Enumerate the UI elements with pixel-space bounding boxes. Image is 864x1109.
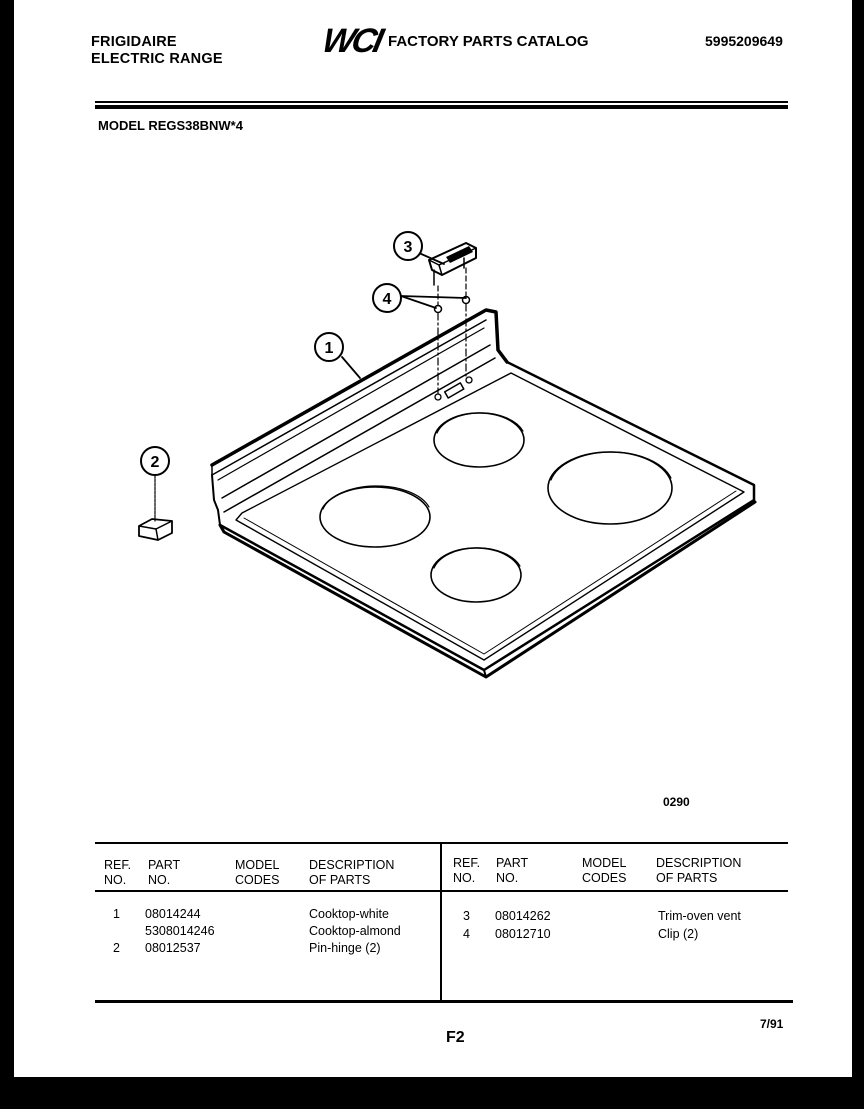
description: Cooktop-almond — [309, 924, 401, 938]
description: Clip (2) — [658, 927, 699, 941]
table-center-divider — [440, 842, 442, 1002]
description: Pin-hinge (2) — [309, 941, 381, 955]
header-rule-thin — [95, 101, 788, 103]
document-number: 5995209649 — [705, 33, 783, 49]
ref-no: 4 — [463, 927, 470, 941]
col-header-ref-no-right: REF. NO. — [453, 856, 481, 885]
page-code: F2 — [446, 1029, 465, 1046]
model-number: MODEL REGS38BNW*4 — [98, 118, 243, 133]
col-header-part-no-right: PART NO. — [496, 856, 529, 885]
wci-logo: WCI — [318, 22, 385, 60]
svg-text:2: 2 — [150, 454, 160, 471]
exploded-parts-diagram — [14, 140, 852, 700]
revision-date: 7/91 — [760, 1017, 784, 1031]
col-header-model-codes-right: MODEL CODES — [582, 856, 627, 885]
callout-1 — [315, 333, 360, 378]
ref-no: 1 — [113, 907, 120, 921]
col-header-description: DESCRIPTION OF PARTS — [309, 858, 395, 887]
svg-text:1: 1 — [324, 340, 334, 357]
trim-oven-vent-part-3 — [429, 243, 476, 285]
callout-2 — [141, 447, 169, 475]
col-header-description-right: DESCRIPTION OF PARTS — [656, 856, 742, 885]
part-no: 5308014246 — [145, 924, 215, 938]
brand-name: FRIGIDAIRE — [91, 34, 177, 50]
part-no: 08012537 — [145, 941, 201, 955]
table-row — [113, 906, 120, 923]
catalog-title: FACTORY PARTS CATALOG — [388, 33, 589, 50]
table-row — [463, 908, 470, 925]
description: Trim-oven vent — [658, 909, 741, 923]
table-row — [113, 940, 120, 957]
callout-4 — [373, 284, 466, 312]
table-row — [463, 926, 470, 943]
pin-hinge-part-2 — [139, 475, 172, 540]
header-rule-thick — [95, 105, 788, 109]
part-no: 08012710 — [495, 927, 551, 941]
col-header-model-codes: MODEL CODES — [235, 858, 280, 887]
catalog-page — [14, 0, 852, 1077]
ref-no: 3 — [463, 909, 470, 923]
brand-block — [91, 34, 223, 68]
col-header-ref-no: REF. NO. — [104, 858, 132, 887]
product-type: ELECTRIC RANGE — [91, 51, 223, 67]
illustration-code: 0290 — [663, 795, 690, 809]
col-header-part-no: PART NO. — [148, 858, 181, 887]
cooktop-part-1 — [212, 310, 755, 677]
ref-no: 2 — [113, 941, 120, 955]
svg-text:4: 4 — [382, 291, 392, 308]
part-no: 08014244 — [145, 907, 201, 921]
table-bottom-rule — [95, 1000, 793, 1003]
description: Cooktop-white — [309, 907, 389, 921]
svg-text:3: 3 — [403, 239, 413, 256]
part-no: 08014262 — [495, 909, 551, 923]
